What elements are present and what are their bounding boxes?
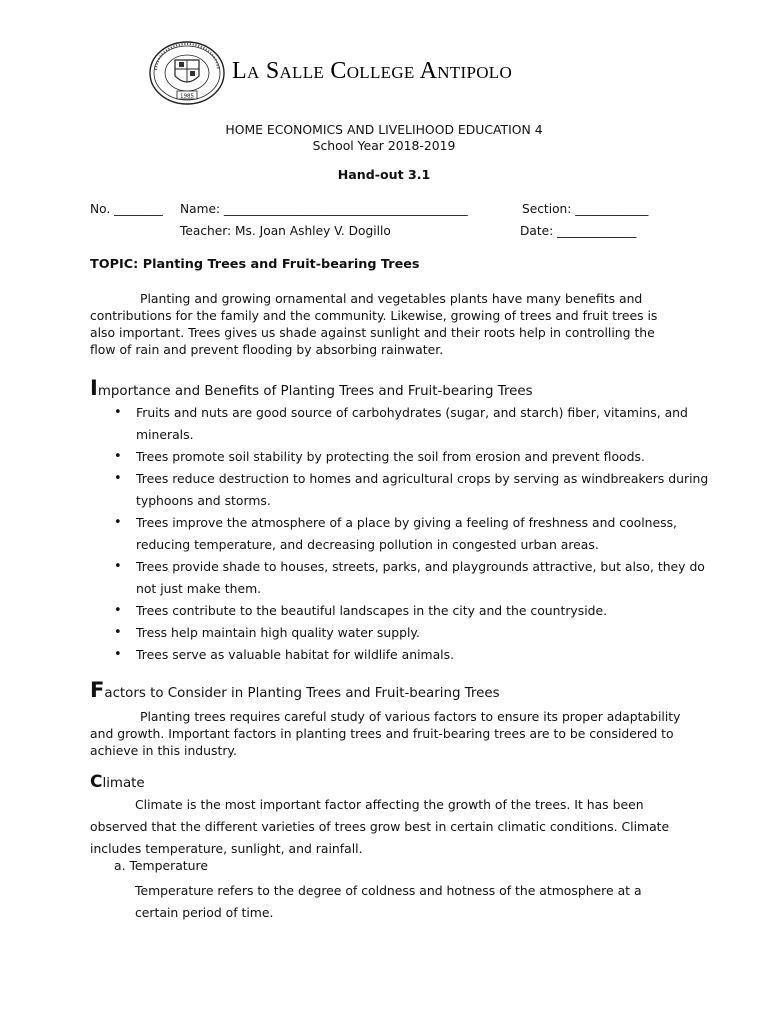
- list-item: • Trees provide shade to houses, streets, parks, and playgrounds attractive, but also, they do not just make them.: [136, 556, 716, 600]
- list-item: • Trees promote soil stability by protecting the soil from erosion and prevent floods.: [136, 446, 716, 468]
- list-item: • Trees reduce destruction to homes and agricultural crops by serving as windbreakers during typhoons and storms.: [136, 468, 716, 512]
- school-seal-logo: [148, 40, 226, 106]
- teacher-field: Teacher: Ms. Joan Ashley V. Dogillo: [180, 224, 391, 238]
- topic-heading: TOPIC: Planting Trees and Fruit-bearing Trees: [90, 257, 420, 272]
- no-field: No. ________: [90, 202, 163, 216]
- importance-heading: Importance and Benefits of Planting Trees and Fruit-bearing Trees: [90, 376, 533, 400]
- list-item: • Trees contribute to the beautiful landscapes in the city and the countryside.: [136, 600, 716, 622]
- list-item: • Trees serve as valuable habitat for wildlife animals.: [136, 644, 716, 666]
- subject-title: HOME ECONOMICS AND LIVELIHOOD EDUCATION 4: [225, 122, 543, 137]
- climate-paragraph: Climate is the most important factor affecting the growth of the trees. It has been observed that the different varieties of trees grow best in certain climatic conditions. Climate includes temperature, sunlight, and rainfall.: [90, 797, 670, 856]
- seal-year: 1985: [180, 93, 194, 100]
- temperature-subheading: a. Temperature: [114, 858, 208, 873]
- climate-heading: Climate: [90, 772, 145, 792]
- factors-heading: Factors to Consider in Planting Trees and Fruit-bearing Trees: [90, 678, 500, 702]
- date-field: Date: _____________: [520, 224, 637, 238]
- handout-number: Hand-out 3.1: [337, 167, 431, 182]
- list-item: • Tress help maintain high quality water supply.: [136, 622, 716, 644]
- school-name: La Salle College Antipolo: [232, 58, 513, 84]
- section-field: Section: ____________: [522, 202, 649, 216]
- name-field: Name: ________________________________________: [180, 202, 468, 216]
- temperature-paragraph: Temperature refers to the degree of coldness and hotness of the atmosphere at a certain period of time.: [135, 883, 642, 920]
- list-item: • Trees improve the atmosphere of a place by giving a feeling of freshness and coolness, reducing temperature, and decreasing pollution in congested urban areas.: [136, 512, 716, 556]
- intro-paragraph: Planting and growing ornamental and vegetables plants have many benefits and contributions for the family and the community. Likewise, growing of trees and fruit trees is also important. Trees gives us shade against sunlight and their roots help in controlling the flow of rain and prevent flooding by absorbing rainwater.: [90, 291, 658, 357]
- list-item: • Fruits and nuts are good source of carbohydrates (sugar, and starch) fiber, vitamins, and minerals.: [136, 402, 716, 446]
- school-year: School Year 2018-2019: [312, 138, 456, 153]
- factors-paragraph: Planting trees requires careful study of various factors to ensure its proper adaptability and growth. Important factors in planting trees and fruit-bearing trees are to be considered to achieve in this industry.: [90, 709, 681, 758]
- benefits-list: [112, 402, 716, 666]
